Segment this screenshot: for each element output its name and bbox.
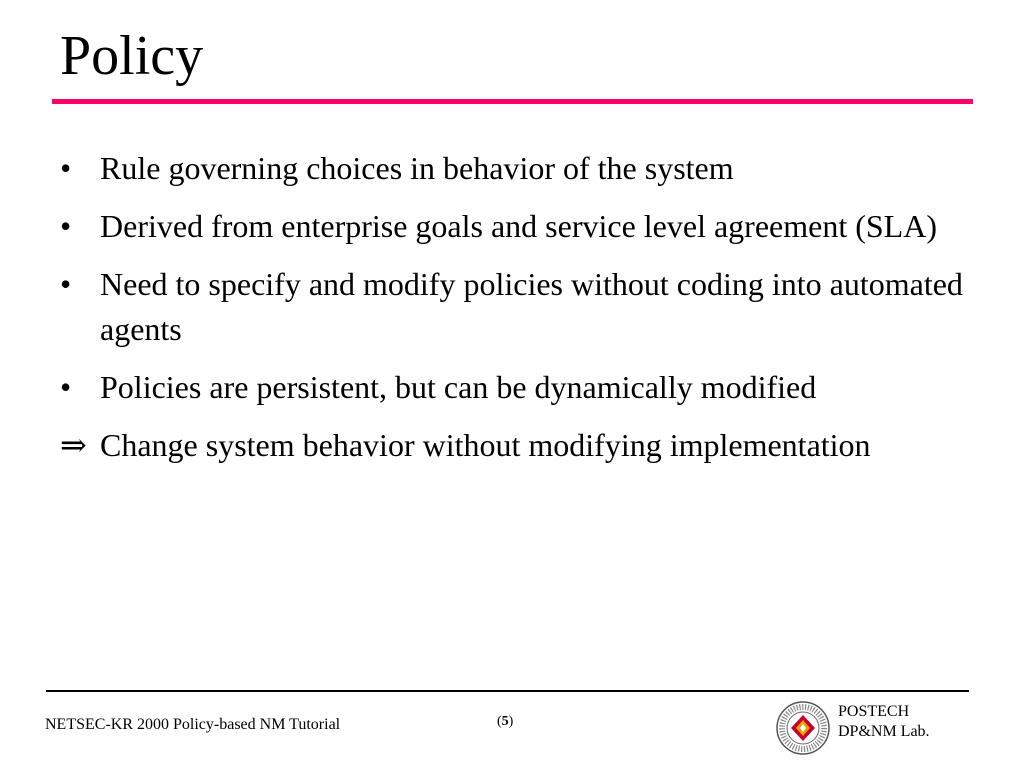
- footer-course-title: NETSEC-KR 2000 Policy-based NM Tutorial: [45, 716, 341, 733]
- bullet-text: Derived from enterprise goals and service level agreement (SLA): [100, 208, 937, 244]
- bullet-item: [60, 365, 1010, 410]
- bullet-marker: •: [60, 208, 72, 244]
- slide-title: Policy: [60, 25, 204, 87]
- bullet-text: Need to specify and modify policies without coding into automated agents: [100, 266, 963, 347]
- footer-divider: [46, 690, 969, 692]
- title-underline: [52, 99, 973, 104]
- bullet-text: Policies are persistent, but can be dynamically modified: [100, 369, 817, 405]
- university-seal-icon: [775, 700, 831, 756]
- conclusion-item: [60, 423, 1010, 468]
- page-number-close: ): [508, 714, 514, 729]
- page-number-open: (: [497, 714, 502, 729]
- bullet-marker: •: [60, 150, 72, 186]
- organization-line-1: POSTECH: [838, 703, 910, 720]
- bullet-list: [60, 146, 1010, 481]
- bullet-text: Rule governing choices in behavior of the system: [100, 150, 734, 186]
- implies-arrow-icon: ⇒: [60, 427, 87, 463]
- page-number: [497, 714, 513, 730]
- organization-name: [838, 702, 930, 742]
- bullet-item: [60, 146, 1010, 191]
- bullet-item: [60, 204, 1010, 249]
- bullet-marker: •: [60, 266, 72, 302]
- conclusion-text: Change system behavior without modifying implementation: [100, 427, 871, 463]
- organization-line-2: DP&NM Lab.: [838, 723, 930, 740]
- bullet-marker: •: [60, 369, 72, 405]
- bullet-item: [60, 262, 1010, 352]
- page-number-value: 5: [501, 714, 509, 729]
